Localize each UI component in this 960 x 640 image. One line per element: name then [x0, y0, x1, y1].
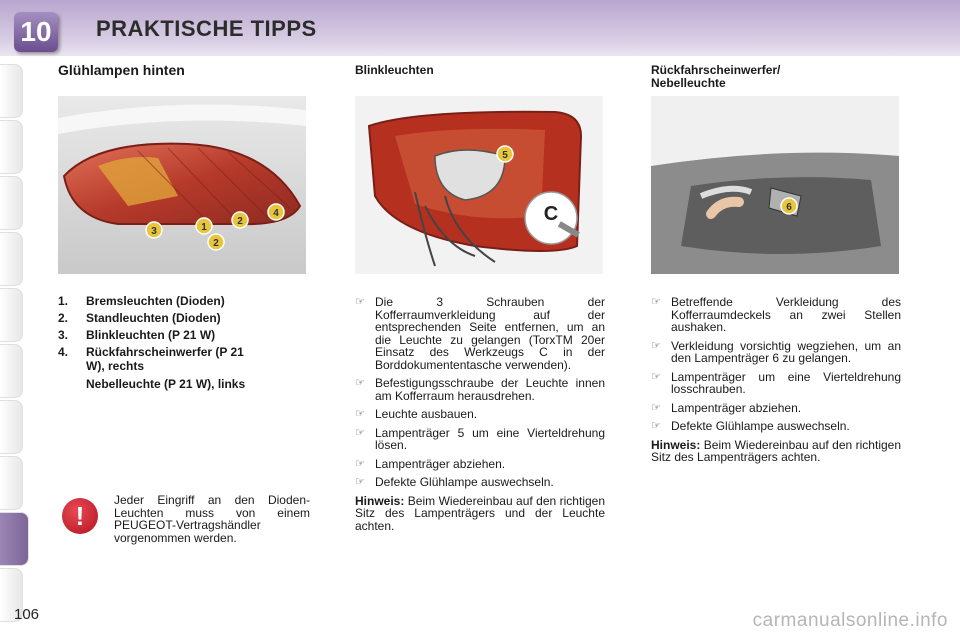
- step-item: [651, 402, 901, 415]
- legend-item: [58, 294, 328, 308]
- hand-pointer-icon: ☞: [651, 420, 661, 432]
- step-item: [651, 296, 901, 334]
- step-text: Befestigungsschraube der Leuchte innen am Kofferraum herausdrehen.: [375, 376, 605, 403]
- note: [355, 495, 605, 533]
- legend-number: 2.: [58, 311, 69, 325]
- hand-pointer-icon: ☞: [651, 296, 661, 308]
- hand-pointer-icon: ☞: [355, 426, 365, 439]
- step-text: Die 3 Schrauben der Kofferraumverkleidung auf der entsprechenden Seite entfernen, um an die Leuchte zu gelangen (TorxTM 20er Einsatz des Werkzeugs C in der Borddokumententasche verwenden).: [375, 295, 605, 372]
- legend-number: 1.: [58, 294, 69, 308]
- step-text: Verkleidung vorsichtig wegziehen, um an den Lampenträger 6 zu gelangen.: [671, 338, 901, 365]
- step-text: Lampenträger 5 um eine Vierteldrehung lösen.: [375, 425, 605, 452]
- chapter-tab[interactable]: [0, 288, 23, 342]
- warning-icon: !: [62, 498, 98, 534]
- legend-number: 3.: [58, 328, 69, 342]
- step-text: Lampenträger abziehen.: [375, 456, 506, 471]
- boot-lid-photo: [651, 96, 899, 274]
- indicator-photo: [355, 96, 603, 274]
- hand-pointer-icon: ☞: [651, 339, 661, 352]
- chapter-tabs: [0, 64, 36, 574]
- hand-pointer-icon: ☞: [355, 457, 365, 470]
- hand-pointer-icon: ☞: [355, 408, 365, 420]
- chapter-badge: 10: [14, 12, 58, 52]
- legend-item: [58, 311, 328, 325]
- legend-text: Rückfahrscheinwerfer (P 21 W), rechts: [86, 345, 244, 373]
- step-text: Lampenträger abziehen.: [671, 400, 802, 415]
- note-text: Beim Wiedereinbau auf den richtigen Sitz des Lampenträgers und der Leuchte achten.: [355, 493, 606, 533]
- chapter-tab[interactable]: [0, 232, 23, 286]
- chapter-tab[interactable]: [0, 456, 23, 510]
- boot-lid-illustration: [651, 96, 899, 274]
- section-title-indicators: Blinkleuchten: [355, 63, 434, 77]
- reversing-fog-steps: [651, 296, 901, 464]
- page-title: PRAKTISCHE TIPPS: [96, 16, 317, 41]
- chapter-tab[interactable]: [0, 64, 23, 118]
- legend-number: 4.: [58, 345, 69, 359]
- note: [651, 439, 901, 464]
- step-item: [355, 476, 605, 489]
- step-item: [651, 340, 901, 365]
- hand-pointer-icon: ☞: [651, 401, 661, 414]
- step-item: [355, 408, 605, 421]
- tail-light-photo: [58, 96, 306, 274]
- step-item: [651, 420, 901, 433]
- photo-callout-label: 5: [502, 150, 508, 161]
- watermark[interactable]: carmanualsonline.info: [752, 610, 948, 631]
- note-label: Hinweis:: [651, 437, 701, 452]
- note-label: Hinweis:: [355, 493, 405, 508]
- chapter-tab[interactable]: [0, 120, 23, 174]
- indicator-steps: [355, 296, 605, 532]
- note-text: Beim Wiedereinbau auf den richtigen Sitz des Lampenträgers achten.: [651, 437, 902, 464]
- warning-text: Jeder Eingriff an den Dioden-Leuchten muss von einem PEUGEOT-Vertragshändler vorgenommen werden.: [114, 493, 310, 545]
- page-number: 106: [14, 606, 40, 623]
- legend-item: [58, 345, 328, 373]
- step-item: [355, 458, 605, 471]
- legend-extra: Nebelleuchte (P 21 W), links: [86, 377, 246, 391]
- legend-text: Bremsleuchten (Dioden): [86, 294, 225, 308]
- section-title-reversing-fog: Rückfahrscheinwerfer/ Nebelleuchte: [651, 63, 781, 90]
- photo-callout-label: 4: [273, 208, 279, 219]
- step-item: [355, 427, 605, 452]
- indicator-illustration: [355, 96, 603, 274]
- photo-callout-label: 2: [213, 238, 219, 249]
- chapter-tab[interactable]: [0, 176, 23, 230]
- bulb-legend: [58, 294, 328, 391]
- chapter-tab[interactable]: [0, 344, 23, 398]
- legend-item: [58, 328, 328, 342]
- hand-pointer-icon: ☞: [355, 377, 365, 389]
- hand-pointer-icon: ☞: [355, 296, 365, 308]
- photo-callout-label: 2: [237, 216, 243, 227]
- step-item: [355, 377, 605, 402]
- legend-text: Standleuchten (Dioden): [86, 311, 221, 325]
- chapter-tab[interactable]: [0, 400, 23, 454]
- photo-callout-label: 6: [786, 202, 792, 213]
- step-item: [355, 296, 605, 371]
- hand-pointer-icon: ☞: [651, 370, 661, 383]
- tool-label: C: [543, 203, 559, 225]
- step-text: Leuchte ausbauen.: [375, 407, 478, 421]
- section-title-rear-bulbs: Glühlampen hinten: [58, 62, 185, 78]
- step-text: Defekte Glühlampe auswechseln.: [375, 475, 554, 489]
- hand-pointer-icon: ☞: [355, 476, 365, 488]
- warning-box: [58, 494, 314, 554]
- page-header: [0, 0, 960, 56]
- step-text: Defekte Glühlampe auswechseln.: [671, 419, 850, 433]
- tail-light-illustration: [58, 96, 306, 274]
- step-item: [651, 371, 901, 396]
- step-text: Lampenträger um eine Vierteldrehung losschrauben.: [671, 369, 901, 396]
- photo-callout-label: 3: [151, 226, 157, 237]
- step-text: Betreffende Verkleidung des Kofferraumdeckels an zwei Stellen aushaken.: [671, 295, 901, 334]
- photo-callout-label: 1: [201, 222, 207, 233]
- legend-text: Blinkleuchten (P 21 W): [86, 328, 216, 342]
- chapter-tab-active[interactable]: [0, 512, 29, 566]
